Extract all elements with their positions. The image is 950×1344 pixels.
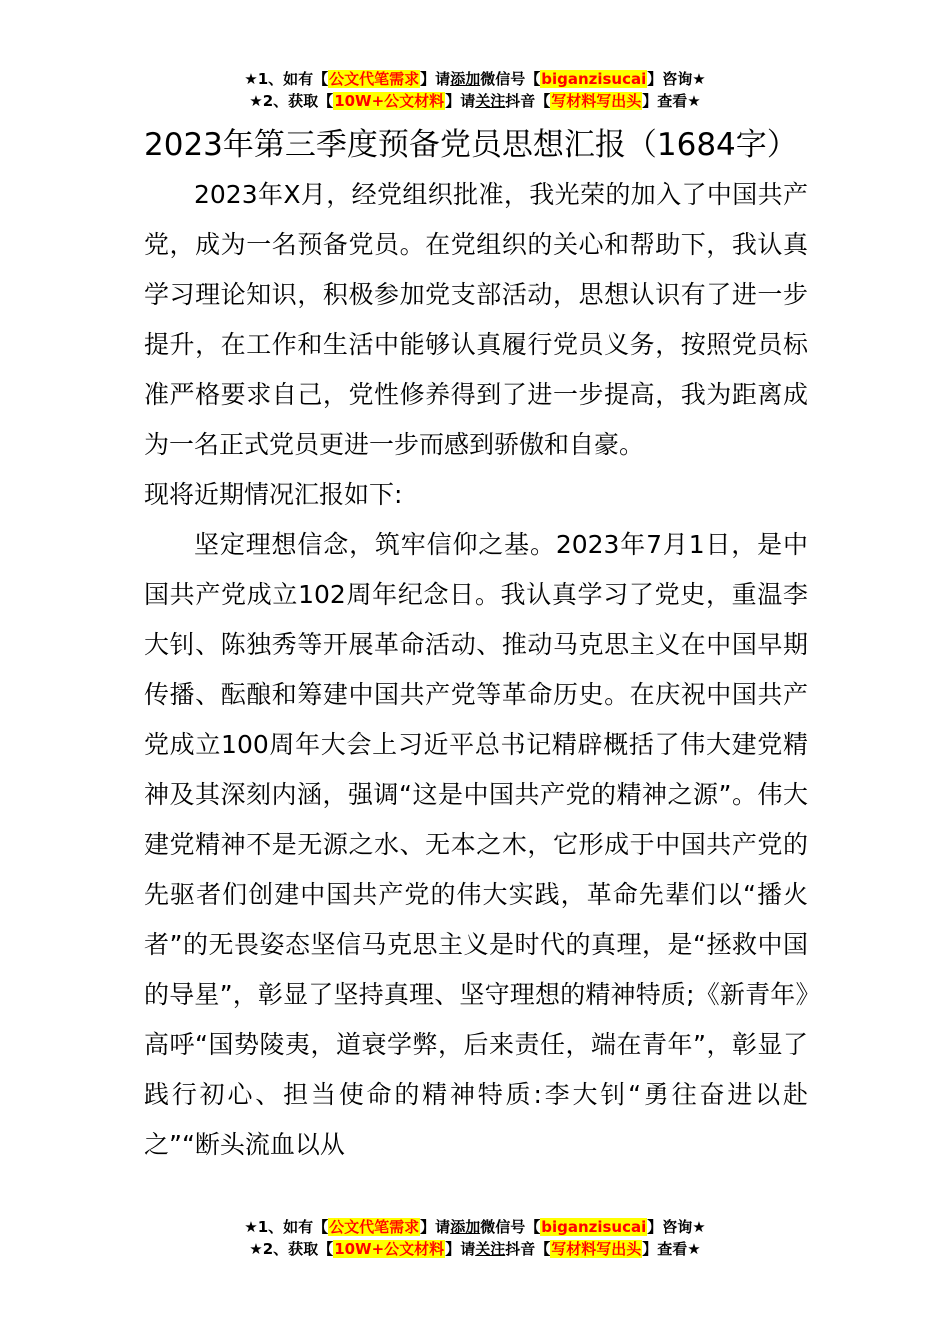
page-title: 2023年第三季度预备党员思想汇报（1684字） — [144, 127, 798, 163]
paragraph-intro: 2023年X月，经党组织批准，我光荣的加入了中国共产党，成为一名预备党员。在党组织的关心和帮助下，我认真学习理论知识，积极参加党支部活动，思想认识有了进一步提升，在工作和生活中能够认真履行党员义务，按照党员标准严格要求自己，党性修养得到了进一步提高，我为距离成为一名正式党员更进一步而感到骄傲和自豪。 — [144, 180, 808, 459]
banner-text: 】查看★ — [642, 1240, 701, 1258]
banner-underline: 关注 — [475, 1240, 506, 1258]
document-body — [144, 120, 808, 1170]
paragraph-ideals: 坚定理想信念，筑牢信仰之基。2023年7月1日，是中国共产党成立102周年纪念日。我认真学习了党史，重温李大钊、陈独秀等开展革命活动、推动马克思主义在中国早期传播、酝酿和筹建中国共产党等革命历史。在庆祝中国共产党成立100周年大会上习近平总书记精辟概括了伟大建党精神及其深刻内涵，强调“这是中国共产党的精神之源”。伟大建党精神不是无源之水、无本之木，它形成于中国共产党的先驱者们创建中国共产党的伟大实践，革命先辈们以“播火者”的无畏姿态坚信马克思主义是时代的真理，是“拯救中国的导星”，彰显了坚持真理、坚守理想的精神特质;《新青年》高呼“国势陵夷，道衰学弊，后来责任，端在青年”，彰显了践行初心、担当使命的精神特质:李大钊“勇往奋进以赴之”“断头流血以从 — [144, 530, 808, 1159]
document-content — [144, 170, 808, 1170]
highlight-douyin-id: 写材料写出头 — [551, 92, 642, 110]
header-banner — [0, 68, 950, 112]
banner-underline: 关注 — [475, 92, 506, 110]
highlight-douyin-id: 写材料写出头 — [551, 1240, 642, 1258]
banner-text: 微信号【 — [480, 1218, 541, 1236]
highlight-materials: 10W+公文材料 — [334, 92, 445, 110]
banner-text: 】请 — [445, 92, 476, 110]
banner-text: 抖音【 — [505, 1240, 551, 1258]
banner-text: ★2、获取【 — [249, 92, 334, 110]
banner-line-1 — [0, 1216, 950, 1238]
banner-text: 】咨询★ — [647, 1218, 706, 1236]
banner-text: ★1、如有【 — [244, 1218, 329, 1236]
banner-text: ★1、如有【 — [244, 70, 329, 88]
banner-underline: 添加 — [450, 70, 481, 88]
footer-banner — [0, 1216, 950, 1260]
highlight-wechat-id: biganzisucai — [541, 70, 647, 88]
highlight-wechat-id: biganzisucai — [541, 1218, 647, 1236]
banner-underline: 添加 — [450, 1218, 481, 1236]
banner-text: 】咨询★ — [647, 70, 706, 88]
banner-text: 】请 — [420, 70, 451, 88]
banner-line-2 — [0, 90, 950, 112]
banner-text: 抖音【 — [505, 92, 551, 110]
paragraph-intro-tail: 现将近期情况汇报如下: — [144, 480, 403, 509]
banner-line-2 — [0, 1238, 950, 1260]
highlight-materials: 10W+公文材料 — [334, 1240, 445, 1258]
banner-text: ★2、获取【 — [249, 1240, 334, 1258]
banner-text: 】查看★ — [642, 92, 701, 110]
banner-line-1 — [0, 68, 950, 90]
highlight-service: 公文代笔需求 — [329, 70, 420, 88]
highlight-service: 公文代笔需求 — [329, 1218, 420, 1236]
banner-text: 】请 — [420, 1218, 451, 1236]
banner-text: 】请 — [445, 1240, 476, 1258]
banner-text: 微信号【 — [480, 70, 541, 88]
